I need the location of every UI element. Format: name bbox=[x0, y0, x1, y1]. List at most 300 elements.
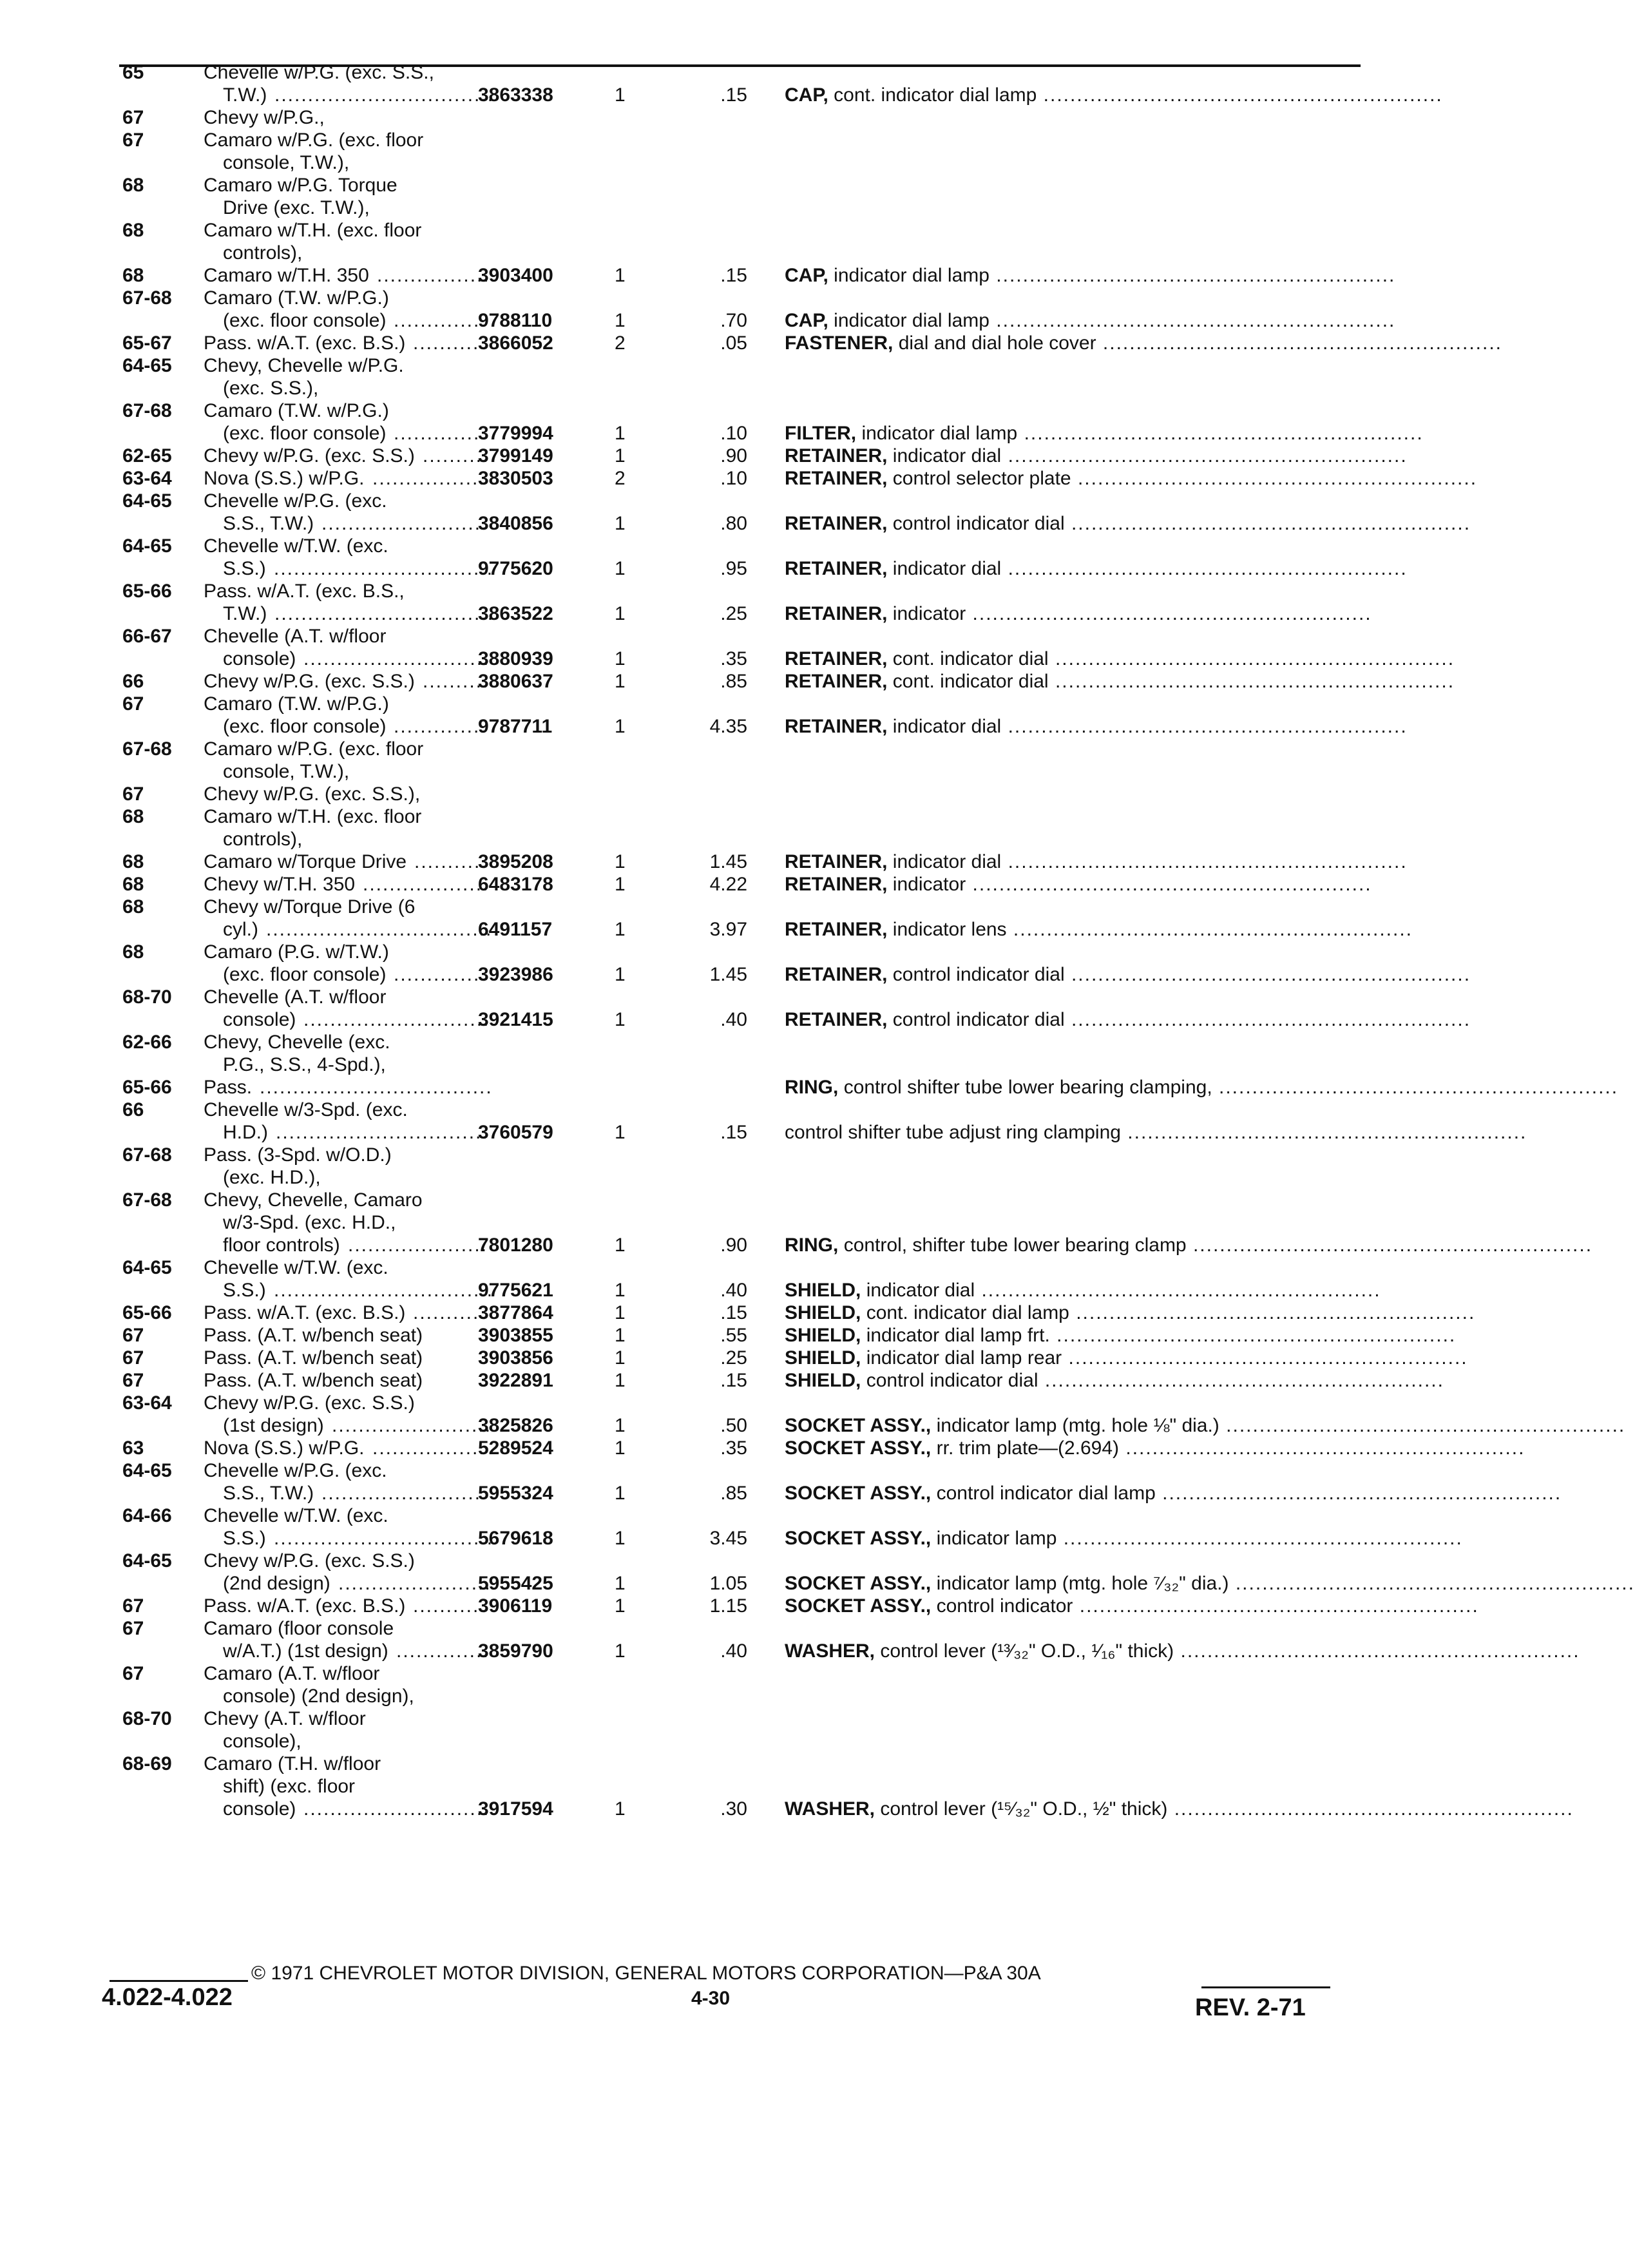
application-text: P.G., S.S., 4-Spd.), bbox=[223, 1054, 386, 1075]
price: 1.05 bbox=[709, 1573, 747, 1594]
application-text: Camaro w/P.G. (exc. floor bbox=[204, 738, 424, 760]
table-row bbox=[0, 1617, 1629, 1640]
part-description bbox=[785, 422, 1424, 445]
part-name: FASTENER, bbox=[785, 332, 894, 354]
quantity: 1 bbox=[615, 716, 626, 737]
part-name: SOCKET ASSY., bbox=[785, 1483, 932, 1504]
description-text: dial and dial hole cover bbox=[898, 332, 1096, 354]
application-text: Chevelle w/T.W. (exc. bbox=[204, 1505, 388, 1526]
application-text: Chevy (A.T. w/floor bbox=[204, 1708, 366, 1729]
price: .15 bbox=[720, 1302, 747, 1323]
dot-leader: .............. bbox=[394, 310, 487, 331]
part-number: 3779994 bbox=[478, 423, 553, 444]
description-leader: ............................................................ bbox=[1001, 445, 1408, 466]
model-years: 66 bbox=[122, 1099, 144, 1120]
description-text: cont. indicator dial lamp bbox=[834, 84, 1037, 106]
revision: REV. 2-71 bbox=[1195, 1994, 1306, 2021]
table-row bbox=[0, 1008, 1629, 1032]
part-number: 3799149 bbox=[478, 445, 553, 466]
part-number: 3863522 bbox=[478, 603, 553, 624]
description-text: indicator lamp (mtg. hole ⅛" dia.) bbox=[936, 1415, 1219, 1436]
application-text: Nova (S.S.) w/P.G. bbox=[204, 468, 365, 489]
model-years: 68 bbox=[122, 941, 144, 963]
table-row bbox=[0, 670, 1629, 693]
model-years: 66-67 bbox=[122, 626, 172, 647]
application-text: H.D.) bbox=[223, 1122, 268, 1143]
part-number: 3840856 bbox=[478, 513, 553, 534]
table-row bbox=[0, 918, 1629, 941]
application-text: w/A.T.) (1st design) bbox=[223, 1640, 388, 1662]
quantity: 1 bbox=[615, 1325, 626, 1346]
dot-leader: ............................ bbox=[303, 1009, 490, 1030]
dot-leader: .......... bbox=[423, 671, 490, 692]
table-row bbox=[0, 174, 1629, 197]
description-text: indicator dial bbox=[866, 1280, 975, 1301]
part-description bbox=[785, 1572, 1635, 1595]
part-description bbox=[785, 309, 1396, 332]
dot-leader: ........... bbox=[413, 332, 486, 354]
dot-leader: ................... bbox=[363, 874, 490, 895]
table-row bbox=[0, 625, 1629, 648]
model-years: 68 bbox=[122, 220, 144, 241]
table-row bbox=[0, 738, 1629, 761]
part-name: SHIELD, bbox=[785, 1325, 861, 1346]
table-row bbox=[0, 1076, 1629, 1099]
application-text: Pass. w/A.T. (exc. B.S., bbox=[204, 581, 405, 602]
quantity: 1 bbox=[615, 1122, 626, 1143]
application-text: (exc. floor console) bbox=[223, 423, 387, 444]
description-text: indicator lamp bbox=[936, 1528, 1057, 1549]
description-leader: ............................................................ bbox=[966, 603, 1372, 624]
table-row bbox=[0, 896, 1629, 919]
application-text: Camaro (A.T. w/floor bbox=[204, 1663, 380, 1684]
quantity: 2 bbox=[615, 332, 626, 354]
price: .10 bbox=[720, 468, 747, 489]
part-name: CAP, bbox=[785, 310, 828, 331]
dot-leader: ..................... bbox=[348, 1235, 488, 1256]
application-text: console, T.W.), bbox=[223, 152, 350, 173]
table-row bbox=[0, 693, 1629, 716]
model-years: 68 bbox=[122, 806, 144, 827]
description-text: control indicator dial bbox=[866, 1370, 1038, 1391]
quantity: 1 bbox=[615, 1528, 626, 1549]
part-description bbox=[785, 467, 1478, 490]
part-description bbox=[785, 1798, 1574, 1821]
model-years: 62-66 bbox=[122, 1032, 172, 1053]
part-number: 9787711 bbox=[478, 716, 553, 737]
description-leader: ............................................................ bbox=[1049, 1325, 1457, 1346]
part-name: WASHER, bbox=[785, 1798, 875, 1820]
description-text: control, shifter tube lower bearing clamp bbox=[843, 1235, 1187, 1256]
part-number: 9788110 bbox=[478, 310, 553, 331]
price: .40 bbox=[720, 1009, 747, 1030]
description-leader: ............................................................ bbox=[1017, 423, 1424, 444]
table-row bbox=[0, 1414, 1629, 1437]
quantity: 1 bbox=[615, 671, 626, 692]
footer-rule-right bbox=[1201, 1986, 1330, 1988]
table-row bbox=[0, 309, 1629, 332]
table-row bbox=[0, 1459, 1629, 1483]
part-description bbox=[785, 84, 1443, 107]
application-text: Camaro (T.H. w/floor bbox=[204, 1753, 381, 1774]
model-years: 67 bbox=[122, 693, 144, 715]
dot-leader: ........... bbox=[413, 1302, 486, 1323]
part-description bbox=[785, 1437, 1525, 1460]
application-text: (exc. S.S.), bbox=[223, 378, 319, 399]
part-number: 7801280 bbox=[478, 1235, 553, 1256]
table-row bbox=[0, 84, 1629, 107]
dot-leader: ......................... bbox=[321, 1483, 488, 1504]
quantity: 1 bbox=[615, 1640, 626, 1662]
table-row bbox=[0, 535, 1629, 558]
table-row bbox=[0, 1753, 1629, 1776]
quantity: 1 bbox=[615, 1009, 626, 1030]
price: 4.22 bbox=[709, 874, 747, 895]
table-row bbox=[0, 1279, 1629, 1302]
table-row bbox=[0, 377, 1629, 400]
table-row bbox=[0, 805, 1629, 829]
application-text: Camaro (P.G. w/T.W.) bbox=[204, 941, 389, 963]
part-name: RETAINER, bbox=[785, 874, 888, 895]
table-row bbox=[0, 1189, 1629, 1212]
dot-leader: ........... bbox=[413, 1595, 486, 1617]
table-row bbox=[0, 1031, 1629, 1054]
table-row bbox=[0, 783, 1629, 806]
description-leader: ............................................................ bbox=[1038, 1370, 1444, 1391]
application-text: Chevy w/Torque Drive (6 bbox=[204, 896, 416, 918]
model-years: 68 bbox=[122, 896, 144, 918]
part-number: 9775621 bbox=[478, 1280, 553, 1301]
table-row bbox=[0, 941, 1629, 964]
table-row bbox=[0, 1053, 1629, 1077]
application-text: Chevelle w/P.G. (exc. bbox=[204, 490, 387, 512]
description-leader: ............................................................ bbox=[1057, 1528, 1463, 1549]
application-text: Chevelle w/P.G. (exc. bbox=[204, 1460, 387, 1481]
model-years: 64-65 bbox=[122, 490, 172, 512]
application-text: console), bbox=[223, 1731, 301, 1752]
part-number: 3866052 bbox=[478, 332, 553, 354]
description-leader: ............................................................ bbox=[1048, 671, 1455, 692]
part-name: RETAINER, bbox=[785, 648, 888, 669]
description-leader: ............................................................ bbox=[1001, 716, 1408, 737]
price: .40 bbox=[720, 1280, 747, 1301]
part-name: RETAINER, bbox=[785, 513, 888, 534]
quantity: 1 bbox=[615, 1415, 626, 1436]
description-text: indicator dial lamp frt. bbox=[866, 1325, 1050, 1346]
description-leader: ............................................................ bbox=[1119, 1437, 1525, 1459]
description-leader: ............................................................ bbox=[1069, 1302, 1476, 1323]
description-leader: ............................................................ bbox=[1120, 1122, 1527, 1143]
model-years: 68-70 bbox=[122, 1708, 172, 1729]
application-text: Camaro w/P.G. Torque bbox=[204, 175, 397, 196]
description-text: indicator bbox=[892, 874, 966, 895]
price: .25 bbox=[720, 603, 747, 624]
application-text: Chevelle w/3-Spd. (exc. bbox=[204, 1099, 408, 1120]
description-leader: ............................................................ bbox=[1167, 1798, 1574, 1820]
part-number: 9775620 bbox=[478, 558, 553, 579]
table-row bbox=[0, 219, 1629, 242]
table-row bbox=[0, 1685, 1629, 1708]
description-text: indicator dial bbox=[892, 851, 1002, 872]
application-text: Chevy, Chevelle, Camaro bbox=[204, 1189, 423, 1211]
model-years: 62-65 bbox=[122, 445, 172, 466]
part-description bbox=[785, 332, 1503, 355]
quantity: 1 bbox=[615, 648, 626, 669]
price: .90 bbox=[720, 1235, 747, 1256]
part-number: 5679618 bbox=[478, 1528, 553, 1549]
price: 3.97 bbox=[709, 919, 747, 940]
part-name: FILTER, bbox=[785, 423, 857, 444]
part-name: RING, bbox=[785, 1077, 839, 1098]
part-number: 3906119 bbox=[478, 1595, 553, 1617]
table-row bbox=[0, 1166, 1629, 1189]
table-row bbox=[0, 151, 1629, 175]
description-text: indicator bbox=[892, 603, 966, 624]
application-text: Camaro w/T.H. (exc. floor bbox=[204, 806, 422, 827]
application-text: Chevy w/P.G. (exc. S.S.) bbox=[204, 1392, 415, 1414]
part-description bbox=[785, 1414, 1626, 1437]
part-description bbox=[785, 264, 1396, 287]
application-text: Pass. bbox=[204, 1077, 253, 1098]
table-row bbox=[0, 1550, 1629, 1573]
quantity: 1 bbox=[615, 964, 626, 985]
application-text: S.S., T.W.) bbox=[223, 1483, 314, 1504]
quantity: 1 bbox=[615, 1235, 626, 1256]
part-name: RETAINER, bbox=[785, 558, 888, 579]
table-row bbox=[0, 1572, 1635, 1595]
quantity: 1 bbox=[615, 1302, 626, 1323]
part-name: SOCKET ASSY., bbox=[785, 1595, 932, 1617]
application-text: Camaro w/T.H. 350 bbox=[204, 265, 369, 286]
part-name: SOCKET ASSY., bbox=[785, 1528, 932, 1549]
description-text: indicator dial lamp bbox=[861, 423, 1018, 444]
part-number: 3863338 bbox=[478, 84, 553, 106]
dot-leader: .......... bbox=[423, 445, 490, 466]
quantity: 1 bbox=[615, 513, 626, 534]
model-years: 68 bbox=[122, 265, 144, 286]
part-description bbox=[785, 873, 1372, 896]
application-text: Chevy, Chevelle w/P.G. bbox=[204, 355, 404, 376]
description-leader: ............................................................ bbox=[989, 310, 1396, 331]
quantity: 1 bbox=[615, 310, 626, 331]
price: .15 bbox=[720, 1370, 747, 1391]
application-text: T.W.) bbox=[223, 84, 267, 106]
quantity: 1 bbox=[615, 558, 626, 579]
table-row bbox=[0, 1437, 1629, 1460]
description-leader: ............................................................ bbox=[1001, 851, 1408, 872]
part-name: CAP, bbox=[785, 84, 828, 106]
table-row bbox=[0, 445, 1629, 468]
model-years: 64-65 bbox=[122, 355, 172, 376]
application-text: (1st design) bbox=[223, 1415, 324, 1436]
quantity: 1 bbox=[615, 1573, 626, 1594]
copyright-line: © 1971 CHEVROLET MOTOR DIVISION, GENERAL MOTORS CORPORATION—P&A 30A bbox=[251, 1963, 1041, 1984]
part-number: 3880939 bbox=[478, 648, 553, 669]
description-leader: ............................................................ bbox=[1064, 964, 1471, 985]
part-name: RETAINER, bbox=[785, 603, 888, 624]
price: 1.15 bbox=[709, 1595, 747, 1617]
price: .70 bbox=[720, 310, 747, 331]
price: 1.45 bbox=[709, 851, 747, 872]
application-text: Drive (exc. T.W.), bbox=[223, 197, 370, 218]
quantity: 1 bbox=[615, 84, 626, 106]
description-leader: ............................................................ bbox=[1071, 468, 1478, 489]
table-row bbox=[0, 1640, 1629, 1663]
part-name: RETAINER, bbox=[785, 716, 888, 737]
description-text: indicator dial bbox=[892, 445, 1002, 466]
part-name: SHIELD, bbox=[785, 1347, 861, 1369]
price: .35 bbox=[720, 1437, 747, 1459]
model-years: 64-65 bbox=[122, 535, 172, 557]
table-row bbox=[0, 61, 1629, 84]
description-text: control shifter tube lower bearing clamping, bbox=[843, 1077, 1212, 1098]
description-leader: ............................................................ bbox=[1212, 1077, 1619, 1098]
table-row bbox=[0, 264, 1629, 287]
description-text: control indicator dial lamp bbox=[936, 1483, 1156, 1504]
application-text: Nova (S.S.) w/P.G. bbox=[204, 1437, 365, 1459]
table-row bbox=[0, 1707, 1629, 1731]
dot-leader: ................. bbox=[372, 1437, 486, 1459]
model-years: 65-66 bbox=[122, 1077, 172, 1098]
table-row bbox=[0, 1121, 1629, 1144]
model-years: 68-70 bbox=[122, 986, 172, 1008]
quantity: 1 bbox=[615, 1347, 626, 1369]
table-row bbox=[0, 1798, 1629, 1821]
table-row bbox=[0, 1369, 1629, 1392]
table-row bbox=[0, 197, 1629, 220]
description-text: rr. trim plate—(2.694) bbox=[936, 1437, 1120, 1459]
description-leader: ............................................................ bbox=[989, 265, 1396, 286]
table-row bbox=[0, 399, 1629, 423]
price: .15 bbox=[720, 84, 747, 106]
part-name: WASHER, bbox=[785, 1640, 875, 1662]
part-description bbox=[785, 715, 1408, 738]
quantity: 1 bbox=[615, 1798, 626, 1820]
application-text: Chevy, Chevelle (exc. bbox=[204, 1032, 390, 1053]
table-row bbox=[0, 354, 1629, 378]
model-years: 63-64 bbox=[122, 468, 172, 489]
application-text: Camaro (T.W. w/P.G.) bbox=[204, 693, 389, 715]
dot-leader: ................................. bbox=[274, 603, 495, 624]
part-description bbox=[785, 1121, 1527, 1144]
table-row bbox=[0, 580, 1629, 603]
application-text: w/3-Spd. (exc. H.D., bbox=[223, 1212, 396, 1233]
application-text: shift) (exc. floor bbox=[223, 1776, 356, 1797]
model-years: 68 bbox=[122, 175, 144, 196]
model-years: 67-68 bbox=[122, 400, 172, 421]
description-text: indicator lens bbox=[892, 919, 1007, 940]
part-number: 3903856 bbox=[478, 1347, 553, 1369]
model-years: 67-68 bbox=[122, 738, 172, 760]
description-leader: ............................................................ bbox=[1064, 513, 1471, 534]
dot-leader: .............. bbox=[394, 423, 487, 444]
part-number: 3903855 bbox=[478, 1325, 553, 1346]
dot-leader: ................................. bbox=[274, 1528, 494, 1549]
quantity: 1 bbox=[615, 1280, 626, 1301]
application-text: Chevelle w/T.W. (exc. bbox=[204, 1257, 388, 1278]
dot-leader: ............................ bbox=[303, 648, 490, 669]
price: .10 bbox=[720, 423, 747, 444]
price: .85 bbox=[720, 1483, 747, 1504]
description-text: cont. indicator dial bbox=[892, 671, 1049, 692]
part-description bbox=[785, 1369, 1444, 1392]
application-text: Chevy w/P.G. (exc. S.S.) bbox=[204, 445, 415, 466]
table-row bbox=[0, 1392, 1629, 1415]
application-text: S.S.) bbox=[223, 1528, 266, 1549]
description-leader: ............................................................ bbox=[1229, 1573, 1635, 1594]
part-name: RETAINER, bbox=[785, 671, 888, 692]
model-years: 64-66 bbox=[122, 1505, 172, 1526]
part-name: RETAINER, bbox=[785, 851, 888, 872]
part-number: 5955324 bbox=[478, 1483, 553, 1504]
table-row bbox=[0, 986, 1629, 1009]
application-text: floor controls) bbox=[223, 1235, 340, 1256]
model-years: 65-66 bbox=[122, 1302, 172, 1323]
application-text: Pass. (A.T. w/bench seat) bbox=[204, 1347, 423, 1369]
table-row bbox=[0, 1099, 1629, 1122]
application-text: S.S.) bbox=[223, 558, 266, 579]
table-row bbox=[0, 1324, 1629, 1347]
section-code: 4.022-4.022 bbox=[102, 1984, 233, 2011]
model-years: 67 bbox=[122, 1347, 144, 1369]
model-years: 64-65 bbox=[122, 1257, 172, 1278]
table-row bbox=[0, 1730, 1629, 1753]
price: .50 bbox=[720, 1415, 747, 1436]
part-name: RETAINER, bbox=[785, 964, 888, 985]
table-row bbox=[0, 490, 1629, 513]
description-leader: ............................................................ bbox=[1062, 1347, 1468, 1369]
quantity: 1 bbox=[615, 445, 626, 466]
model-years: 67-68 bbox=[122, 287, 172, 309]
table-row bbox=[0, 287, 1629, 310]
description-leader: ............................................................ bbox=[1186, 1235, 1593, 1256]
part-number: 3825826 bbox=[478, 1415, 553, 1436]
part-number: 3921415 bbox=[478, 1009, 553, 1030]
dot-leader: ................................. bbox=[274, 558, 494, 579]
footer-rule-left bbox=[110, 1980, 248, 1982]
dot-leader: .................................. bbox=[266, 919, 493, 940]
quantity: 1 bbox=[615, 874, 626, 895]
quantity: 1 bbox=[615, 1595, 626, 1617]
application-text: controls), bbox=[223, 242, 303, 264]
part-description bbox=[785, 1234, 1593, 1257]
table-row bbox=[0, 715, 1629, 738]
price: .25 bbox=[720, 1347, 747, 1369]
part-description bbox=[785, 670, 1455, 693]
description-text: control lever (¹⁵⁄₃₂" O.D., ½" thick) bbox=[880, 1798, 1168, 1820]
application-text: console) bbox=[223, 1009, 296, 1030]
part-description bbox=[785, 512, 1471, 535]
model-years: 66 bbox=[122, 671, 144, 692]
dot-leader: ........... bbox=[414, 851, 488, 872]
part-name: SHIELD, bbox=[785, 1370, 861, 1391]
description-text: control indicator dial bbox=[892, 1009, 1065, 1030]
part-number: 3877864 bbox=[478, 1302, 553, 1323]
price: 4.35 bbox=[709, 716, 747, 737]
application-text: Chevy w/P.G. (exc. S.S.) bbox=[204, 1550, 415, 1571]
description-leader: ............................................................ bbox=[1048, 648, 1455, 669]
price: .40 bbox=[720, 1640, 747, 1662]
application-text: Chevelle (A.T. w/floor bbox=[204, 986, 387, 1008]
model-years: 67-68 bbox=[122, 1189, 172, 1211]
part-description bbox=[785, 1482, 1562, 1505]
application-text: Chevy w/T.H. 350 bbox=[204, 874, 356, 895]
model-years: 65 bbox=[122, 62, 144, 83]
price: .30 bbox=[720, 1798, 747, 1820]
part-description bbox=[785, 445, 1408, 468]
description-leader: ............................................................ bbox=[966, 874, 1372, 895]
model-years: 64-65 bbox=[122, 1550, 172, 1571]
